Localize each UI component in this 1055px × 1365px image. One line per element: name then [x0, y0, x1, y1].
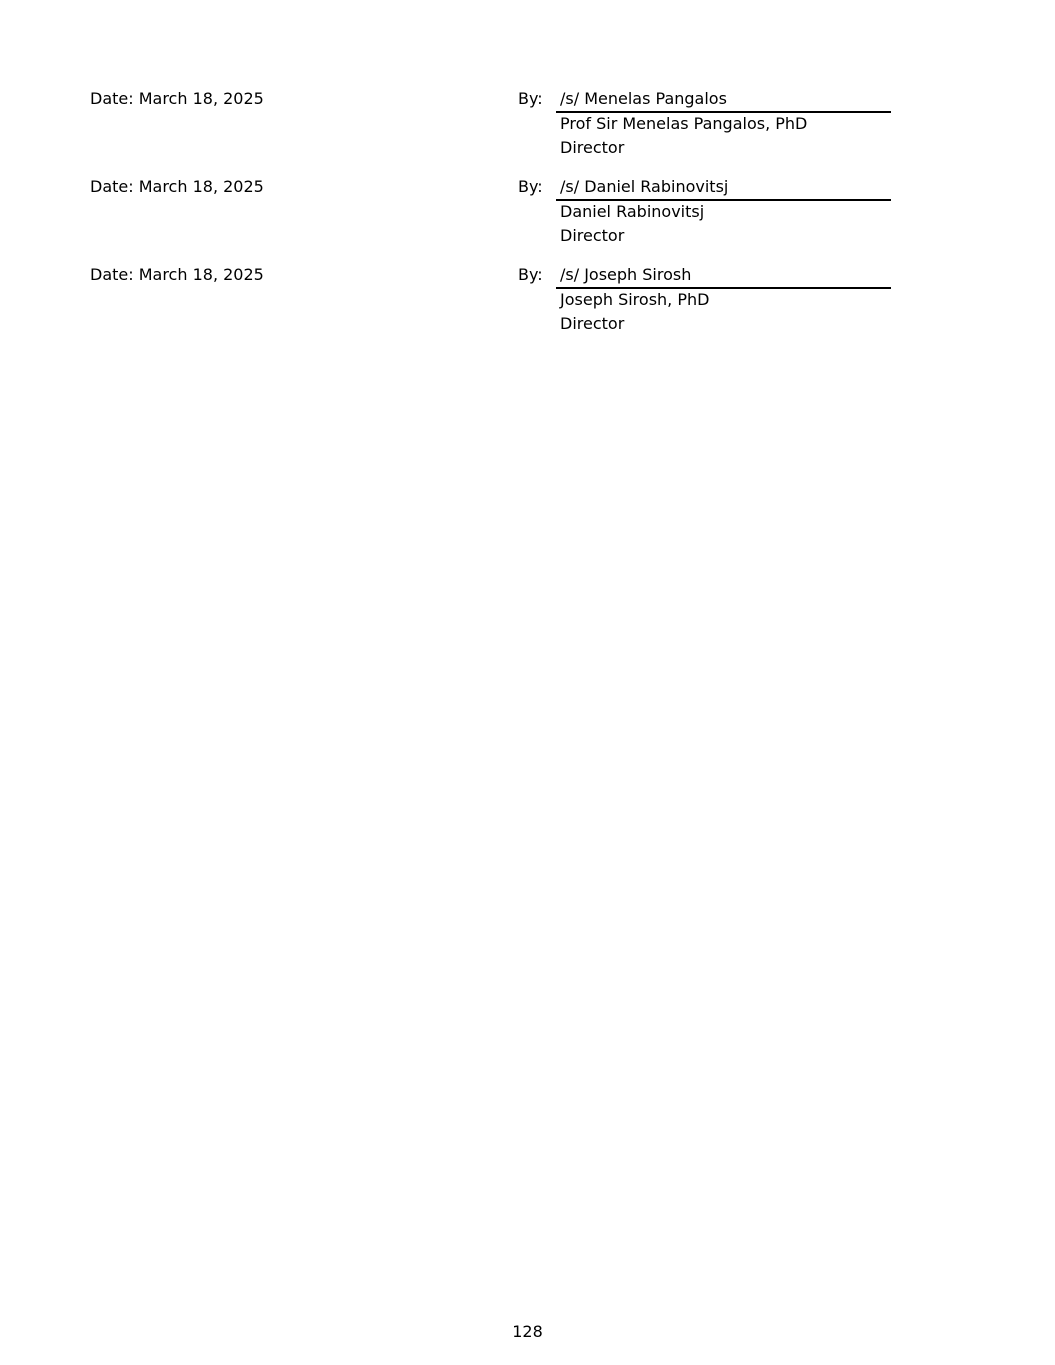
by-label: By:	[518, 89, 543, 108]
signer-name: Prof Sir Menelas Pangalos, PhD	[560, 114, 808, 133]
signer-title: Director	[560, 314, 625, 333]
signer-name: Daniel Rabinovitsj	[560, 202, 705, 221]
signature-line: /s/ Daniel Rabinovitsj	[556, 175, 891, 201]
by-label: By:	[518, 265, 543, 284]
signer-title: Director	[560, 138, 625, 157]
signature-line: /s/ Menelas Pangalos	[556, 87, 891, 113]
page-number: 128	[512, 1322, 543, 1341]
signature-line: /s/ Joseph Sirosh	[556, 263, 891, 289]
signature-date: Date: March 18, 2025	[90, 265, 264, 284]
signer-name: Joseph Sirosh, PhD	[560, 290, 710, 309]
signature-block-2	[0, 175, 1055, 255]
signature-block-1	[0, 87, 1055, 167]
signer-title: Director	[560, 226, 625, 245]
signature-block-3	[0, 263, 1055, 343]
signature-date: Date: March 18, 2025	[90, 89, 264, 108]
by-label: By:	[518, 177, 543, 196]
signature-date: Date: March 18, 2025	[90, 177, 264, 196]
